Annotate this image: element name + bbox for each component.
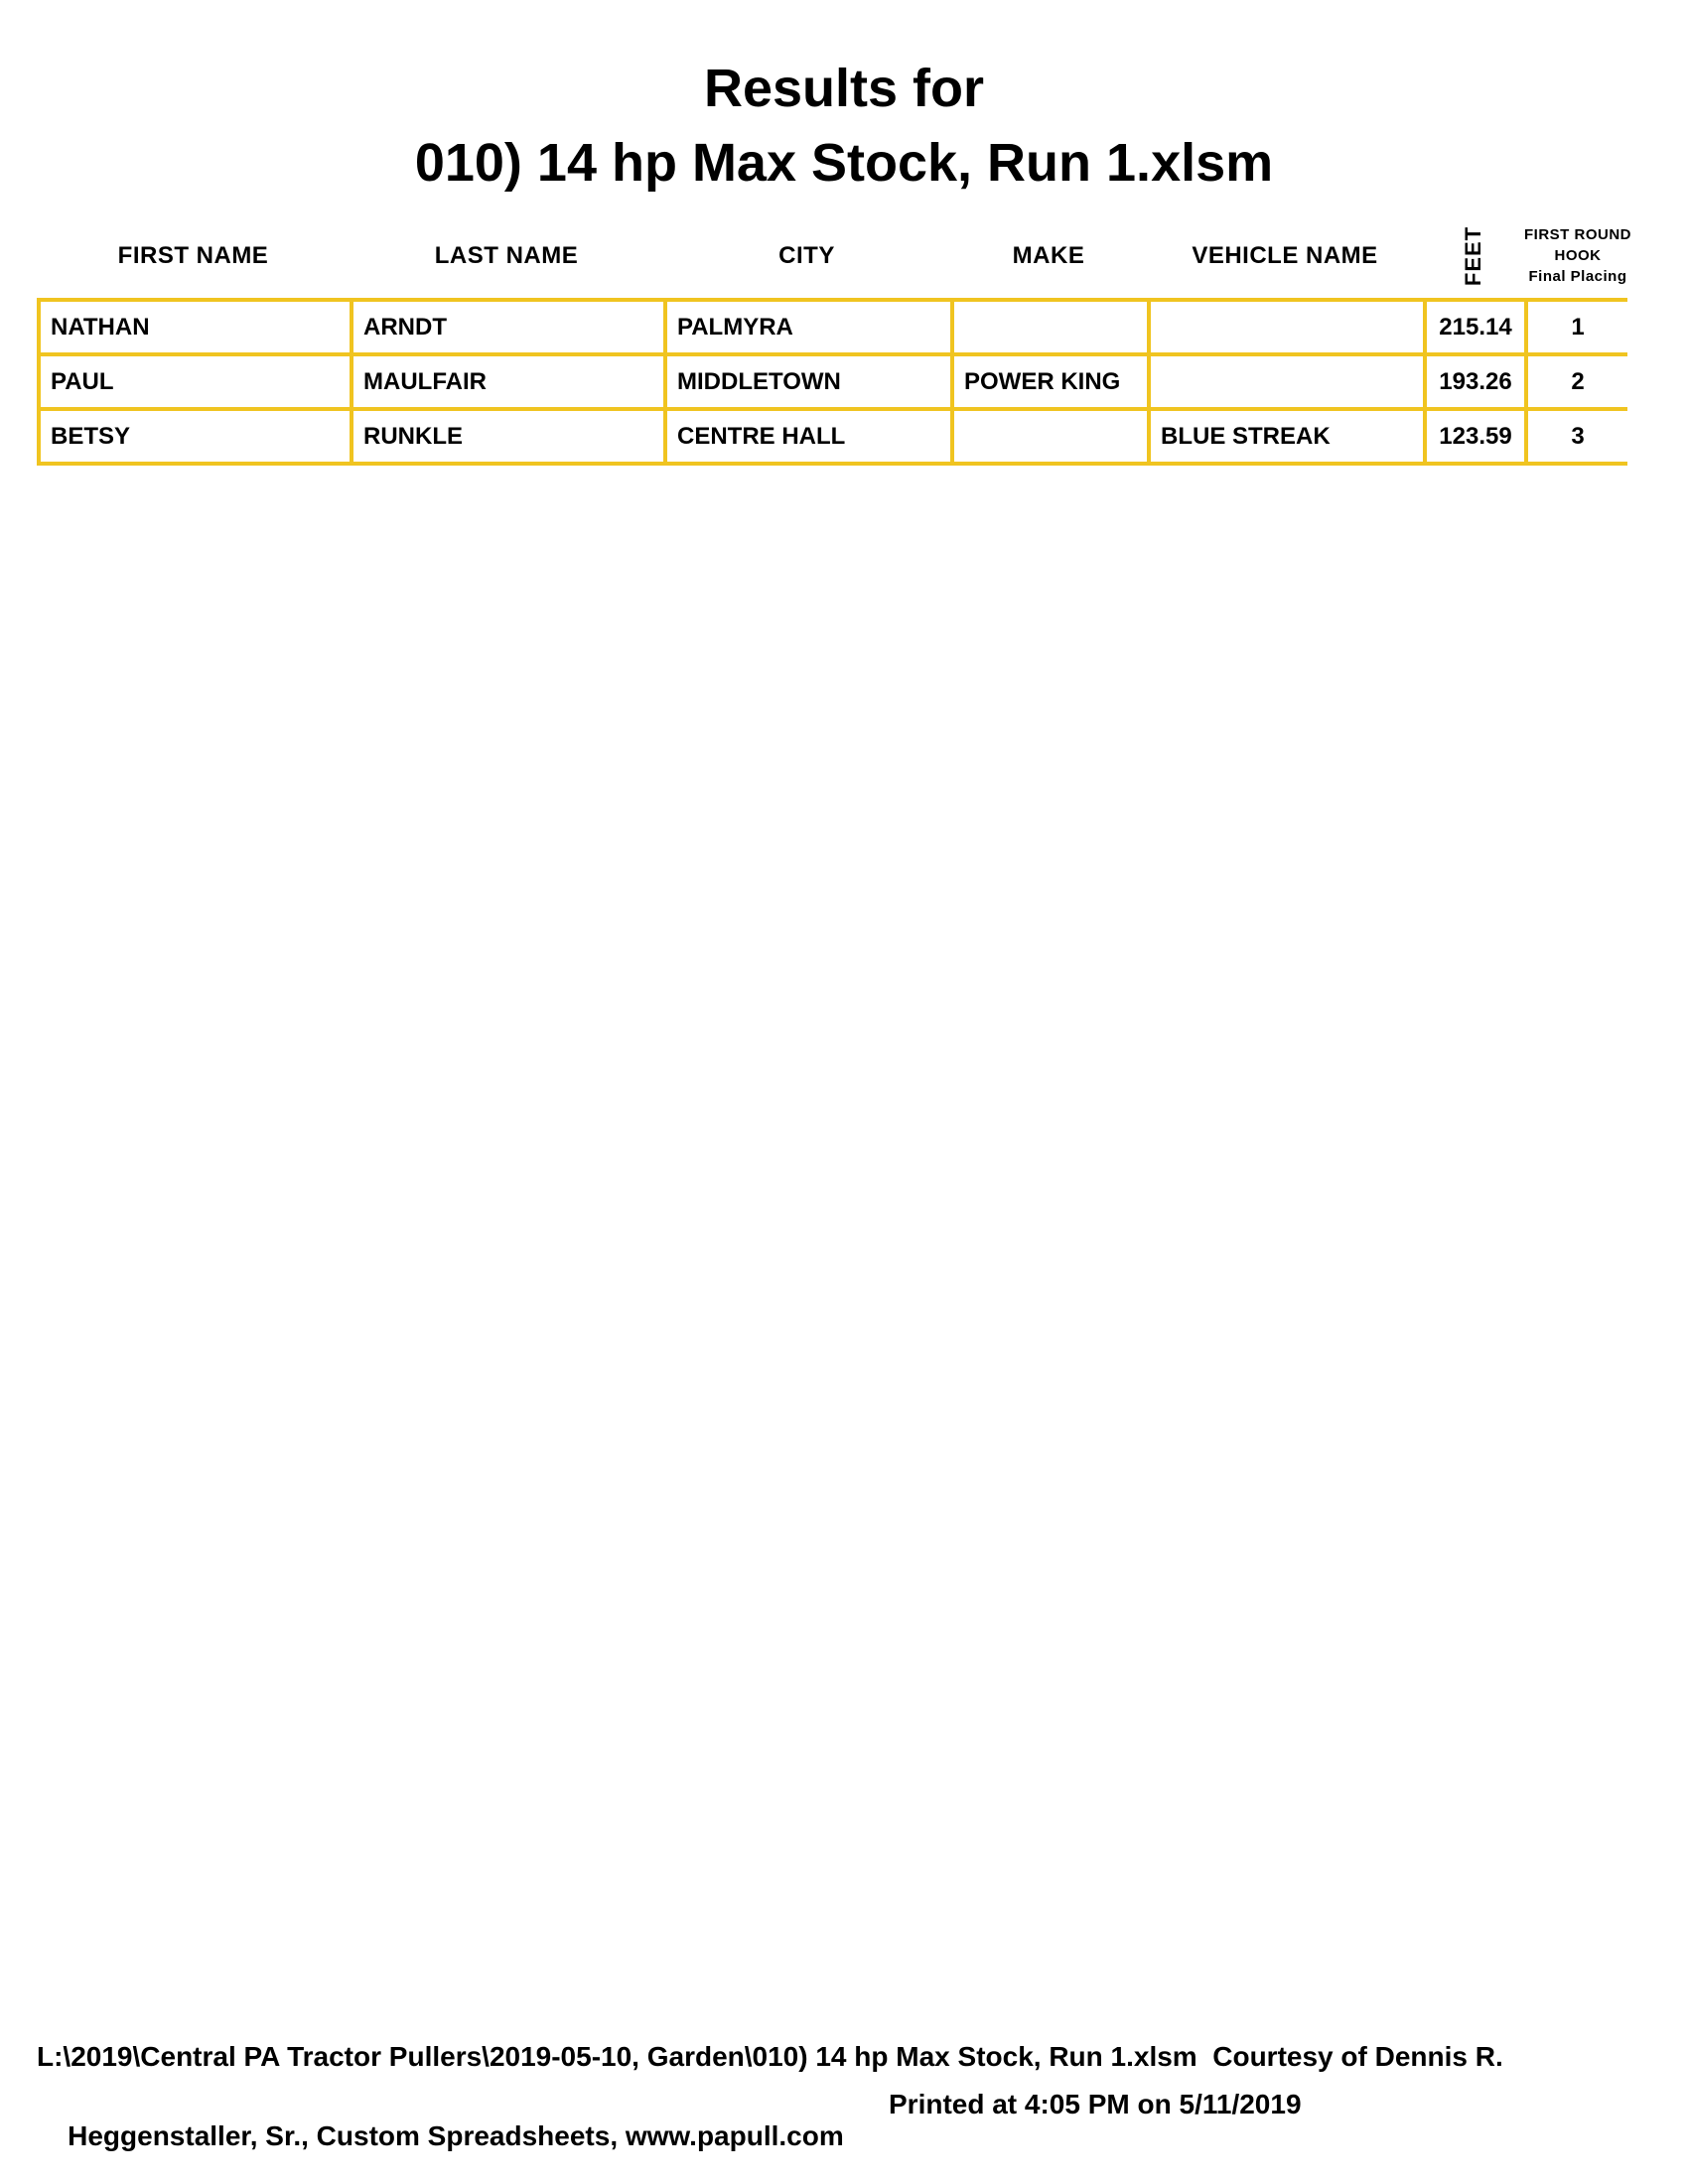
column-header-city: CITY: [778, 241, 835, 269]
column-header-last-name: LAST NAME: [434, 241, 579, 269]
cell-city: MIDDLETOWN: [665, 354, 952, 409]
cell-vehicle-name: [1149, 300, 1425, 354]
cell-city: PALMYRA: [665, 300, 952, 354]
table-row: [39, 300, 1627, 354]
results-table-area: [37, 213, 1631, 466]
column-header-first-name: FIRST NAME: [117, 241, 269, 269]
column-header-make: MAKE: [1012, 241, 1085, 269]
feet-rotated-label: FEET: [1460, 225, 1485, 286]
cell-vehicle-name: BLUE STREAK: [1149, 409, 1425, 464]
cell-make: [952, 300, 1149, 354]
page-title-line1: Results for: [703, 59, 985, 118]
column-header-feet: [1423, 225, 1524, 286]
cell-first-name: PAUL: [39, 354, 352, 409]
table-header-row: [37, 213, 1631, 298]
cell-city: CENTRE HALL: [665, 409, 952, 464]
cell-last-name: RUNKLE: [352, 409, 665, 464]
table-row: [39, 409, 1627, 464]
results-table: [37, 298, 1627, 466]
cell-first-name: NATHAN: [39, 300, 352, 354]
placing-header-line1: FIRST ROUND: [1524, 226, 1631, 243]
footer-line2: [37, 2089, 1625, 2184]
cell-feet: 123.59: [1425, 409, 1526, 464]
column-header-vehicle-name: VEHICLE NAME: [1192, 241, 1378, 269]
cell-vehicle-name: [1149, 354, 1425, 409]
cell-feet: 193.26: [1425, 354, 1526, 409]
footer-file-path: L:\2019\Central PA Tractor Pullers\2019-05-10, Garden\010) 14 hp Max Stock, Run 1.xlsm Courtesy of Dennis R.: [37, 2041, 1503, 2072]
page-title-line2: 010) 14 hp Max Stock, Run 1.xlsm: [414, 133, 1274, 193]
cell-placing: 3: [1526, 409, 1627, 464]
cell-placing: 2: [1526, 354, 1627, 409]
placing-header-line2: HOOK: [1554, 247, 1602, 264]
cell-make: [952, 409, 1149, 464]
cell-last-name: MAULFAIR: [352, 354, 665, 409]
cell-feet: 215.14: [1425, 300, 1526, 354]
cell-placing: 1: [1526, 300, 1627, 354]
cell-last-name: ARNDT: [352, 300, 665, 354]
cell-make: POWER KING: [952, 354, 1149, 409]
placing-header-line3: Final Placing: [1528, 268, 1627, 285]
table-row: [39, 354, 1627, 409]
cell-first-name: BETSY: [39, 409, 352, 464]
footer-credit: Heggenstaller, Sr., Custom Spreadsheets, www.papull.com: [68, 2120, 844, 2151]
column-header-final-placing: [1524, 224, 1631, 287]
footer-printed-timestamp: Printed at 4:05 PM on 5/11/2019: [889, 2089, 1302, 2119]
